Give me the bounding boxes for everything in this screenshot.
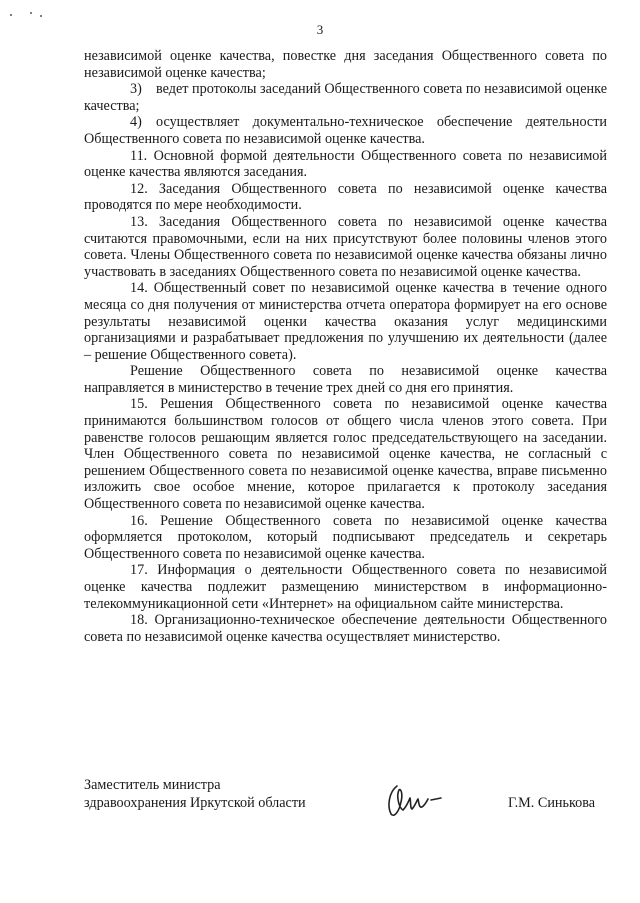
paragraph-11: 11. Основной формой деятельности Общественного совета по независимой оценке качества являются заседания. [84, 147, 607, 181]
paragraph-15: 15. Решения Общественного совета по независимой оценке качества принимаются большинством голосов от общего числа членов этого совета. При равенстве голосов решающим является голос председательствующего на заседании. Член Общественного совета по независимой оценке качества, не согласный с решением Общественного совета по независимой оценке качества, вправе письменно изложить свое особое мнение, которое прилагается к протоколу заседания Общественного совета по независимой оценке качества. [84, 396, 607, 513]
scan-speck [40, 15, 42, 17]
paragraph-continuation: независимой оценке качества, повестке дня заседания Общественного совета по независимой оценке качества; [84, 48, 607, 81]
document-body [84, 48, 607, 645]
paragraph-item-3: 3) ведет протоколы заседаний Общественного совета по независимой оценке качества; [84, 81, 607, 114]
paragraph-18: 18. Организационно-техническое обеспечение деятельности Общественного совета по независимой оценке качества осуществляет министерство. [84, 612, 607, 645]
handwritten-signature [383, 778, 447, 822]
paragraph-item-4: 4) осуществляет документально-техническое обеспечение деятельности Общественного совета по независимой оценке качества. [84, 114, 607, 147]
paragraph-14: 14. Общественный совет по независимой оценке качества в течение одного месяца со дня получения от министерства отчета оператора формирует на его основе результаты независимой оценки качества оказания услуг медицинскими организациями и разрабатывает предложения по улучшению их деятельности (далее – решение Общественного совета). [84, 280, 607, 363]
paragraph-17: 17. Информация о деятельности Общественного совета по независимой оценке качества подлежит размещению министерством в информационно-телекоммуникационной сети «Интернет» на официальном сайте министерства. [84, 562, 607, 612]
page-number: 3 [316, 22, 324, 37]
paragraph-13: 13. Заседания Общественного совета по независимой оценке качества считаются правомочными, если на них присутствуют более половины членов этого совета. Члены Общественного совета по независимой оценке качества обязаны лично участвовать в заседаниях Общественного совета по независимой оценке качества. [84, 213, 607, 280]
signatory-position-line-1: Заместитель министра [84, 777, 221, 793]
signatory-name: Г.М. Синькова [508, 795, 596, 811]
signatory-position-line-2: здравоохранения Иркутской области [84, 795, 306, 811]
scan-speck [10, 14, 12, 16]
scan-speck [30, 12, 32, 14]
paragraph-16: 16. Решение Общественного совета по независимой оценке качества оформляется протоколом, который подписывают председатель и секретарь Общественного совета по независимой оценке качества. [84, 512, 607, 562]
paragraph-12: 12. Заседания Общественного совета по независимой оценке качества проводятся по мере необходимости. [84, 180, 607, 214]
paragraph-14-decision: Решение Общественного совета по независимой оценке качества направляется в министерство в течение трех дней со дня его принятия. [84, 363, 607, 396]
signatory-position [84, 776, 306, 812]
